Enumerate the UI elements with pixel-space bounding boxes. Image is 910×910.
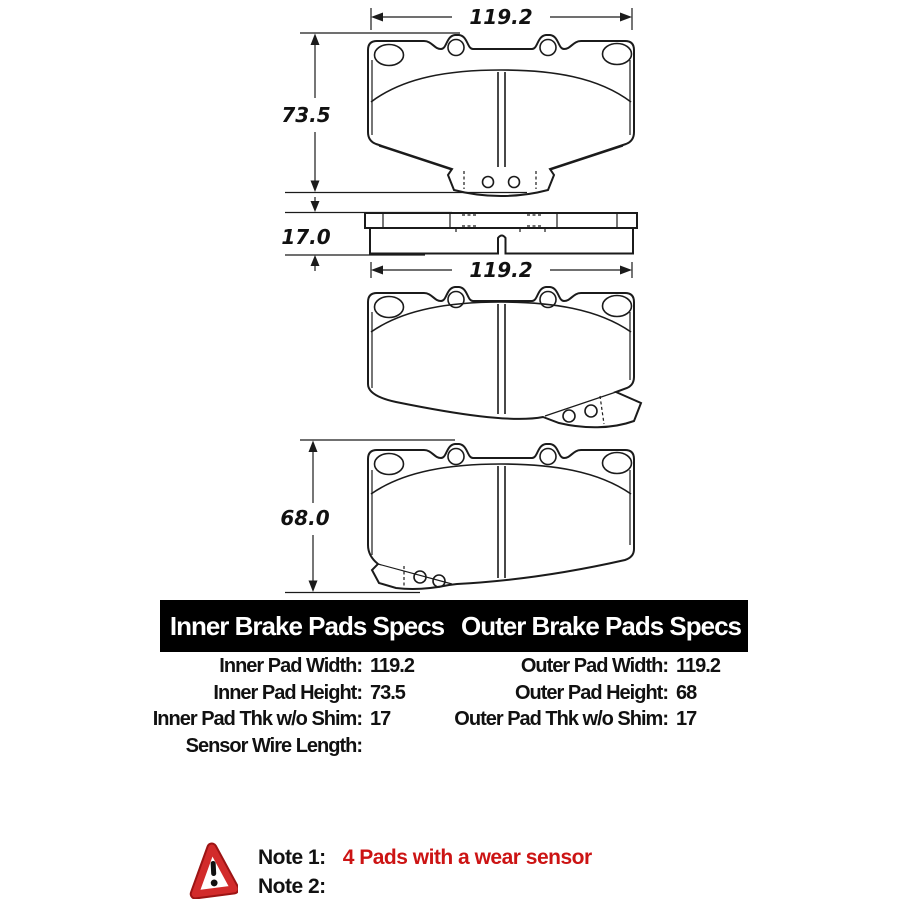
spec-row-sensor-wire-length [100, 733, 410, 760]
spec-value: 119.2 [370, 655, 414, 677]
friction-material-edge [370, 228, 633, 254]
note-1-label: Note 1: [258, 846, 326, 869]
arrow-right-icon [620, 266, 632, 275]
note-1-value: 4 Pads with a wear sensor [342, 846, 592, 869]
guide-hole [448, 40, 464, 56]
arrow-down-icon [311, 201, 320, 212]
guide-hole [448, 449, 464, 465]
mounting-hole [603, 44, 632, 65]
spec-row-inner-pad-height [100, 680, 410, 707]
spec-label: Inner Pad Height: [213, 681, 362, 704]
spec-label: Inner Pad Thk w/o Shim: [152, 708, 362, 731]
arrow-down-icon [311, 181, 320, 193]
spec-label: Inner Pad Width: [219, 655, 362, 677]
outer-pad-drawing-top [368, 287, 641, 427]
arrow-down-icon [309, 581, 318, 593]
arrow-up-icon [311, 255, 320, 266]
dimension-outer-pad-width [371, 258, 632, 282]
dimension-label-outer-height: 68.0 [280, 506, 330, 530]
mounting-hole [603, 453, 632, 474]
inner-pad-drawing [368, 35, 634, 196]
arrow-left-icon [371, 13, 383, 22]
dimension-inner-pad-width [371, 5, 632, 30]
spec-row-inner-pad-thickness [100, 706, 410, 733]
dimension-inner-pad-height [281, 33, 527, 193]
note-1-row [258, 846, 592, 870]
spec-label: Outer Pad Height: [514, 681, 668, 704]
outer-specs-column [410, 653, 720, 733]
arrow-up-icon [309, 441, 318, 453]
spec-value: 73.5 [370, 681, 405, 704]
guide-hole [540, 40, 556, 56]
spec-value [370, 733, 410, 760]
spec-value: 68 [676, 681, 697, 704]
inner-specs-header: Inner Brake Pads Specs [169, 610, 445, 641]
outer-pad-drawing-bottom [368, 444, 634, 589]
pad-side-view-drawing [365, 213, 637, 254]
friction-surface-line [371, 302, 631, 332]
dimension-label-inner-width: 119.2 [469, 5, 533, 29]
guide-hole [540, 449, 556, 465]
warning-triangle-icon [188, 841, 238, 899]
inner-specs-column [100, 653, 414, 760]
outer-specs-header: Outer Brake Pads Specs [460, 610, 742, 641]
spec-value: 17 [676, 708, 697, 731]
sensor-hole [585, 405, 597, 417]
mounting-hole [375, 454, 404, 475]
sensor-hole [563, 410, 575, 422]
mounting-hole [375, 45, 404, 66]
spec-value: 17 [370, 708, 391, 731]
mounting-hole [375, 297, 404, 318]
sensor-hole [483, 177, 494, 188]
arrow-up-icon [311, 34, 320, 46]
spec-row-inner-pad-width [100, 653, 414, 680]
center-slot [498, 466, 505, 578]
dimension-label-inner-height: 73.5 [281, 103, 331, 127]
arrow-left-icon [371, 266, 383, 275]
friction-surface-line [371, 464, 631, 494]
note-2-row [258, 875, 343, 899]
arrow-right-icon [620, 13, 632, 22]
mounting-hole [603, 296, 632, 317]
backing-plate-edge [365, 213, 637, 228]
center-slot [498, 304, 505, 414]
dimension-label-outer-width: 119.2 [469, 258, 533, 282]
center-slot [498, 72, 505, 167]
spec-row-outer-pad-thickness [410, 706, 710, 733]
spec-label: Outer Pad Thk w/o Shim: [454, 708, 668, 731]
spec-table-header-bar [160, 600, 748, 652]
spec-row-outer-pad-width [410, 653, 720, 680]
dimension-label-thickness: 17.0 [281, 225, 331, 249]
sensor-hole [509, 177, 520, 188]
spec-value: 119.2 [676, 655, 720, 677]
friction-surface-line [371, 70, 631, 102]
note-2-label: Note 2: [258, 875, 326, 898]
spec-label: Sensor Wire Length: [185, 735, 362, 758]
spec-row-outer-pad-height [410, 680, 710, 707]
dimension-pad-thickness [281, 197, 452, 271]
spec-label: Outer Pad Width: [520, 655, 668, 677]
